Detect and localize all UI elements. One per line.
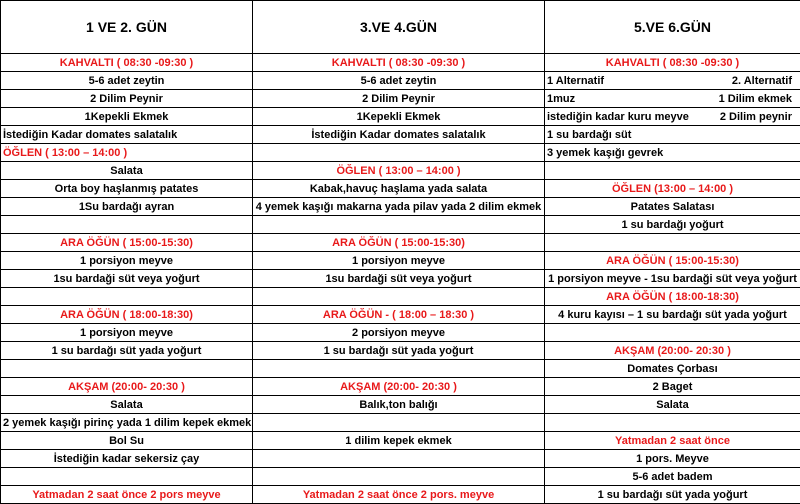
table-row	[1, 216, 800, 234]
food-item-cell: Orta boy haşlanmış patates	[1, 180, 253, 198]
table-row	[1, 306, 800, 324]
food-item-cell: 1Kepekli Ekmek	[253, 108, 545, 126]
food-item-cell	[253, 450, 545, 468]
food-item-cell: 4 kuru kayısı – 1 su bardağı süt yada yoğurt	[545, 306, 800, 324]
header-row	[1, 1, 800, 54]
table-row	[1, 108, 800, 126]
meal-title-cell: ÖĞLEN ( 13:00 – 14:00 )	[1, 144, 253, 162]
food-item-cell: 2 yemek kaşığı pirinç yada 1 dilim kepek ekmek	[1, 414, 253, 432]
table-row	[1, 54, 800, 72]
food-item-cell	[545, 234, 800, 252]
meal-title-cell: AKŞAM (20:00- 20:30 )	[545, 342, 800, 360]
food-item-cell	[545, 414, 800, 432]
meal-title-cell: KAHVALTI ( 08:30 -09:30 )	[1, 54, 253, 72]
meal-title-cell: ARA ÖĞÜN ( 18:00-18:30)	[1, 306, 253, 324]
food-item-cell: Patates Salatası	[545, 198, 800, 216]
food-item-cell	[1, 468, 253, 486]
food-item-cell	[1, 360, 253, 378]
food-item-cell	[253, 288, 545, 306]
food-item-cell: 1 su bardağı süt yada yoğurt	[1, 342, 253, 360]
food-item-cell: 1Kepekli Ekmek	[1, 108, 253, 126]
table-row	[1, 396, 800, 414]
food-item-cell: Bol Su	[1, 432, 253, 450]
alternative-cell	[545, 72, 800, 90]
food-item-cell	[1, 288, 253, 306]
food-item-cell: 2 porsiyon meyve	[253, 324, 545, 342]
table-row	[1, 324, 800, 342]
food-item-cell: 5-6 adet badem	[545, 468, 800, 486]
food-item-cell: 4 yemek kaşığı makarna yada pilav yada 2 dilim ekmek	[253, 198, 545, 216]
food-item-cell	[545, 162, 800, 180]
food-item-cell	[1, 216, 253, 234]
table-row	[1, 342, 800, 360]
table-row	[1, 180, 800, 198]
food-item-cell: 1 su bardağı süt	[545, 126, 800, 144]
table-row	[1, 144, 800, 162]
food-item-cell: 3 yemek kaşığı gevrek	[545, 144, 800, 162]
meal-title-cell: ARA ÖĞÜN ( 18:00-18:30)	[545, 288, 800, 306]
header-day-3-4: 3.VE 4.GÜN	[253, 1, 545, 54]
alternative-2-text: 2 Dilim peynir	[720, 109, 792, 125]
header-day-1-2: 1 VE 2. GÜN	[1, 1, 253, 54]
food-item-cell: 5-6 adet zeytin	[1, 72, 253, 90]
food-item-cell: 1 porsiyon meyve	[1, 252, 253, 270]
food-item-cell: 2 Dilim Peynir	[1, 90, 253, 108]
food-item-cell: 5-6 adet zeytin	[253, 72, 545, 90]
alternative-1-text: 1muz	[547, 91, 575, 107]
meal-title-cell: AKŞAM (20:00- 20:30 )	[253, 378, 545, 396]
food-item-cell: Domates Çorbası	[545, 360, 800, 378]
food-item-cell: 1Su bardağı ayran	[1, 198, 253, 216]
table-row	[1, 432, 800, 450]
meal-title-cell: KAHVALTI ( 08:30 -09:30 )	[545, 54, 800, 72]
table-row	[1, 252, 800, 270]
header-day-5-6: 5.VE 6.GÜN	[545, 1, 800, 54]
food-item-cell: Salata	[545, 396, 800, 414]
meal-title-cell: ÖĞLEN ( 13:00 – 14:00 )	[253, 162, 545, 180]
food-item-cell	[253, 360, 545, 378]
alternative-2-text: 1 Dilim ekmek	[719, 91, 792, 107]
food-item-cell: 2 Dilim Peynir	[253, 90, 545, 108]
food-item-cell: 1 pors. Meyve	[545, 450, 800, 468]
meal-title-cell: Yatmadan 2 saat önce	[545, 432, 800, 450]
food-item-cell	[253, 468, 545, 486]
table-row	[1, 234, 800, 252]
table-row	[1, 72, 800, 90]
food-item-cell: 1 dilim kepek ekmek	[253, 432, 545, 450]
food-item-cell: 1 su bardağı süt yada yoğurt	[253, 342, 545, 360]
table-row	[1, 198, 800, 216]
meal-title-cell: ARA ÖĞÜN ( 15:00-15:30)	[1, 234, 253, 252]
food-item-cell: Balık,ton balığı	[253, 396, 545, 414]
alternative-1-text: istediğin kadar kuru meyve	[547, 109, 689, 125]
alternative-cell	[545, 90, 800, 108]
food-item-cell: İstediğin Kadar domates salatalık	[1, 126, 253, 144]
table-row	[1, 288, 800, 306]
food-item-cell: 1 su bardağı yoğurt	[545, 216, 800, 234]
table-row	[1, 270, 800, 288]
table-row	[1, 378, 800, 396]
table-row	[1, 486, 800, 504]
food-item-cell: 1 porsiyon meyve - 1su bardaği süt veya yoğurt	[545, 270, 800, 288]
meal-title-cell: ARA ÖĞÜN ( 15:00-15:30)	[253, 234, 545, 252]
food-item-cell	[253, 216, 545, 234]
food-item-cell: 1 su bardağı süt yada yoğurt	[545, 486, 800, 504]
food-item-cell: 1su bardaği süt veya yoğurt	[1, 270, 253, 288]
food-item-cell: İstediğin kadar sekersiz çay	[1, 450, 253, 468]
table-row	[1, 450, 800, 468]
food-item-cell	[253, 414, 545, 432]
table-row	[1, 162, 800, 180]
food-item-cell: Salata	[1, 396, 253, 414]
food-item-cell	[545, 324, 800, 342]
meal-title-cell: ARA ÖĞÜN ( 15:00-15:30)	[545, 252, 800, 270]
table-row	[1, 90, 800, 108]
table-row	[1, 468, 800, 486]
alternative-1-text: 1 Alternatif	[547, 73, 604, 89]
meal-title-cell: KAHVALTI ( 08:30 -09:30 )	[253, 54, 545, 72]
food-item-cell: Salata	[1, 162, 253, 180]
food-item-cell: 1su bardaği süt veya yoğurt	[253, 270, 545, 288]
meal-title-cell: ÖĞLEN (13:00 – 14:00 )	[545, 180, 800, 198]
meal-title-cell: Yatmadan 2 saat önce 2 pors meyve	[1, 486, 253, 504]
food-item-cell: 2 Baget	[545, 378, 800, 396]
alternative-2-text: 2. Alternatif	[732, 73, 792, 89]
meal-title-cell: ARA ÖĞÜN - ( 18:00 – 18:30 )	[253, 306, 545, 324]
food-item-cell: Kabak,havuç haşlama yada salata	[253, 180, 545, 198]
food-item-cell: 1 porsiyon meyve	[253, 252, 545, 270]
meal-title-cell: AKŞAM (20:00- 20:30 )	[1, 378, 253, 396]
meal-title-cell: Yatmadan 2 saat önce 2 pors. meyve	[253, 486, 545, 504]
food-item-cell: 1 porsiyon meyve	[1, 324, 253, 342]
alternative-cell	[545, 108, 800, 126]
food-item-cell	[253, 144, 545, 162]
table-row	[1, 126, 800, 144]
food-item-cell: İstediğin Kadar domates salatalık	[253, 126, 545, 144]
table-row	[1, 414, 800, 432]
table-row	[1, 360, 800, 378]
